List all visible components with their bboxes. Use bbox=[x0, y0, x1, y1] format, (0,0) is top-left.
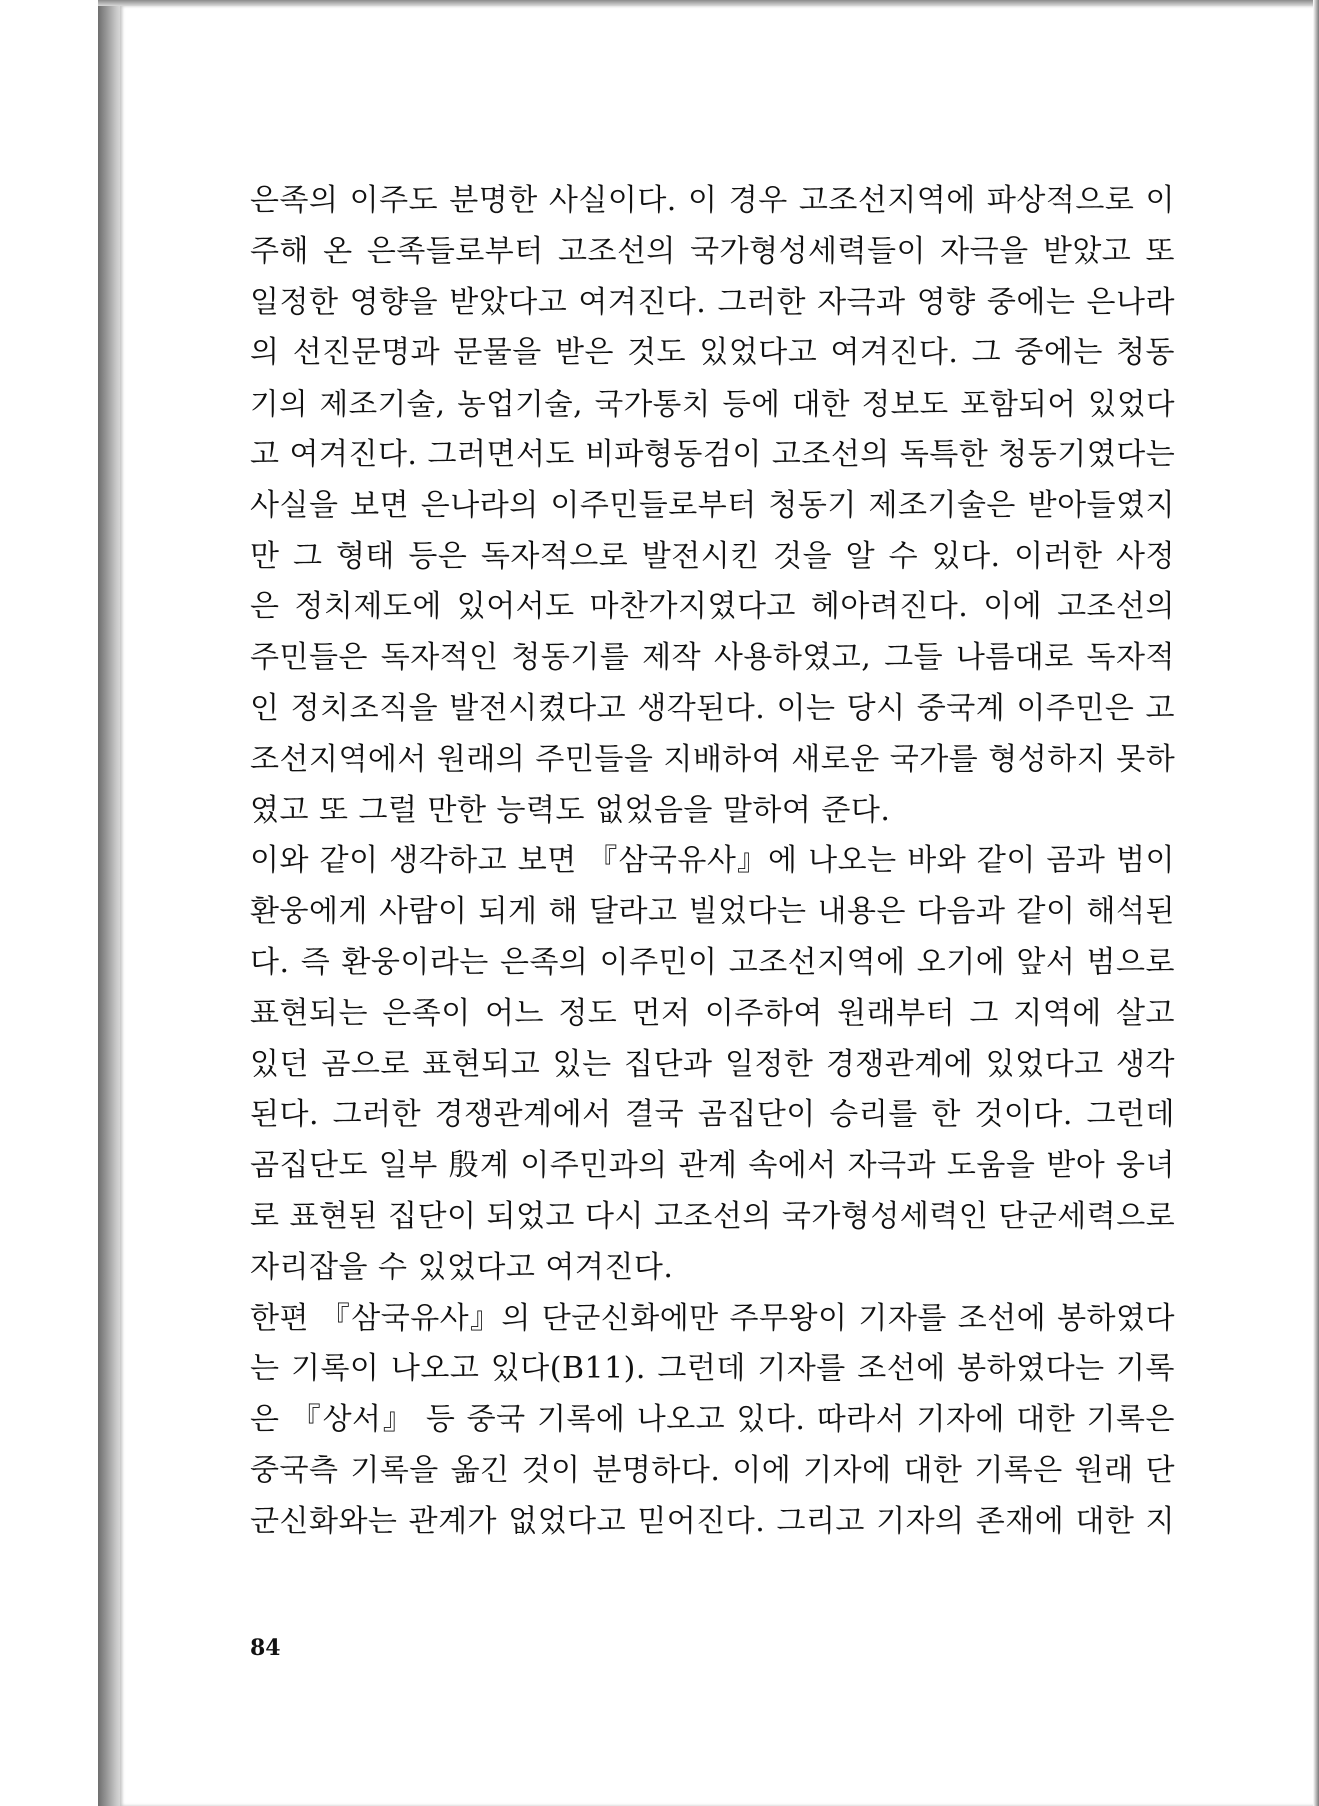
text-line: 중국측 기록을 옮긴 것이 분명하다. 이에 기자에 대한 기록은 원래 단 bbox=[250, 1452, 1175, 1488]
text-line: 는 기록이 나오고 있다(B11). 그런데 기자를 조선에 봉하였다는 기록 bbox=[250, 1351, 1175, 1387]
text-line: 기의 제조기술, 농업기술, 국가통치 등에 대한 정보도 포함되어 있었다 bbox=[250, 387, 1175, 422]
text-line: 은 정치제도에 있어서도 마찬가지였다고 헤아려진다. 이에 고조선의 bbox=[250, 589, 1175, 625]
text-line: 주민들은 독자적인 청동기를 제작 사용하였고, 그들 나름대로 독자적 bbox=[250, 640, 1175, 676]
text-line: 된다. 그러한 경쟁관계에서 결국 곰집단이 승리를 한 것이다. 그런데 bbox=[250, 1097, 1175, 1133]
text-line: 환웅에게 사람이 되게 해 달라고 빌었다는 내용은 다음과 같이 해석된 bbox=[250, 894, 1175, 930]
text-line-paragraph-end: 였고 또 그럴 만한 능력도 없었음을 말하여 준다. bbox=[250, 792, 891, 828]
text-line: 사실을 보면 은나라의 이주민들로부터 청동기 제조기술은 받아들였지 bbox=[250, 487, 1175, 523]
text-line: 조선지역에서 원래의 주민들을 지배하여 새로운 국가를 형성하지 못하 bbox=[250, 741, 1175, 777]
text-line-paragraph-start: 한편 『삼국유사』의 단군신화에만 주무왕이 기자를 조선에 봉하였다 bbox=[250, 1300, 1175, 1336]
text-line-paragraph-start: 이와 같이 생각하고 보면 『삼국유사』에 나오는 바와 같이 곰과 범이 bbox=[250, 843, 1175, 879]
text-line: 일정한 영향을 받았다고 여겨진다. 그러한 자극과 영향 중에는 은나라 bbox=[250, 284, 1175, 320]
text-line: 군신화와는 관계가 없었다고 믿어진다. 그리고 기자의 존재에 대한 지 bbox=[250, 1503, 1175, 1539]
text-line: 은 『상서』 등 중국 기록에 나오고 있다. 따라서 기자에 대한 기록은 bbox=[250, 1402, 1175, 1438]
text-line: 곰집단도 일부 殷계 이주민과의 관계 속에서 자극과 도움을 받아 웅녀 bbox=[250, 1148, 1175, 1184]
text-line-paragraph-end: 자리잡을 수 있었다고 여겨진다. bbox=[250, 1249, 674, 1285]
page-body-text bbox=[250, 176, 1175, 1548]
text-line: 표현되는 은족이 어느 정도 먼저 이주하여 원래부터 그 지역에 살고 bbox=[250, 995, 1175, 1031]
text-line: 있던 곰으로 표현되고 있는 집단과 일정한 경쟁관계에 있었다고 생각 bbox=[250, 1046, 1175, 1082]
text-line: 로 표현된 집단이 되었고 다시 고조선의 국가형성세력인 단군세력으로 bbox=[250, 1198, 1175, 1234]
page-number: 84 bbox=[250, 1635, 281, 1661]
text-line: 은족의 이주도 분명한 사실이다. 이 경우 고조선지역에 파상적으로 이 bbox=[250, 183, 1175, 218]
text-line: 인 정치조직을 발전시켰다고 생각된다. 이는 당시 중국계 이주민은 고 bbox=[250, 690, 1175, 726]
text-line: 고 여겨진다. 그러면서도 비파형동검이 고조선의 독특한 청동기였다는 bbox=[250, 436, 1175, 472]
text-line: 의 선진문명과 문물을 받은 것도 있었다고 여겨진다. 그 중에는 청동 bbox=[250, 335, 1175, 371]
text-line: 다. 즉 환웅이라는 은족의 이주민이 고조선지역에 오기에 앞서 범으로 bbox=[250, 944, 1175, 980]
text-line: 주해 온 은족들로부터 고조선의 국가형성세력들이 자극을 받았고 또 bbox=[250, 233, 1175, 269]
page-right-edge bbox=[1313, 0, 1319, 1806]
text-line: 만 그 형태 등은 독자적으로 발전시킨 것을 알 수 있다. 이러한 사정 bbox=[250, 538, 1175, 574]
